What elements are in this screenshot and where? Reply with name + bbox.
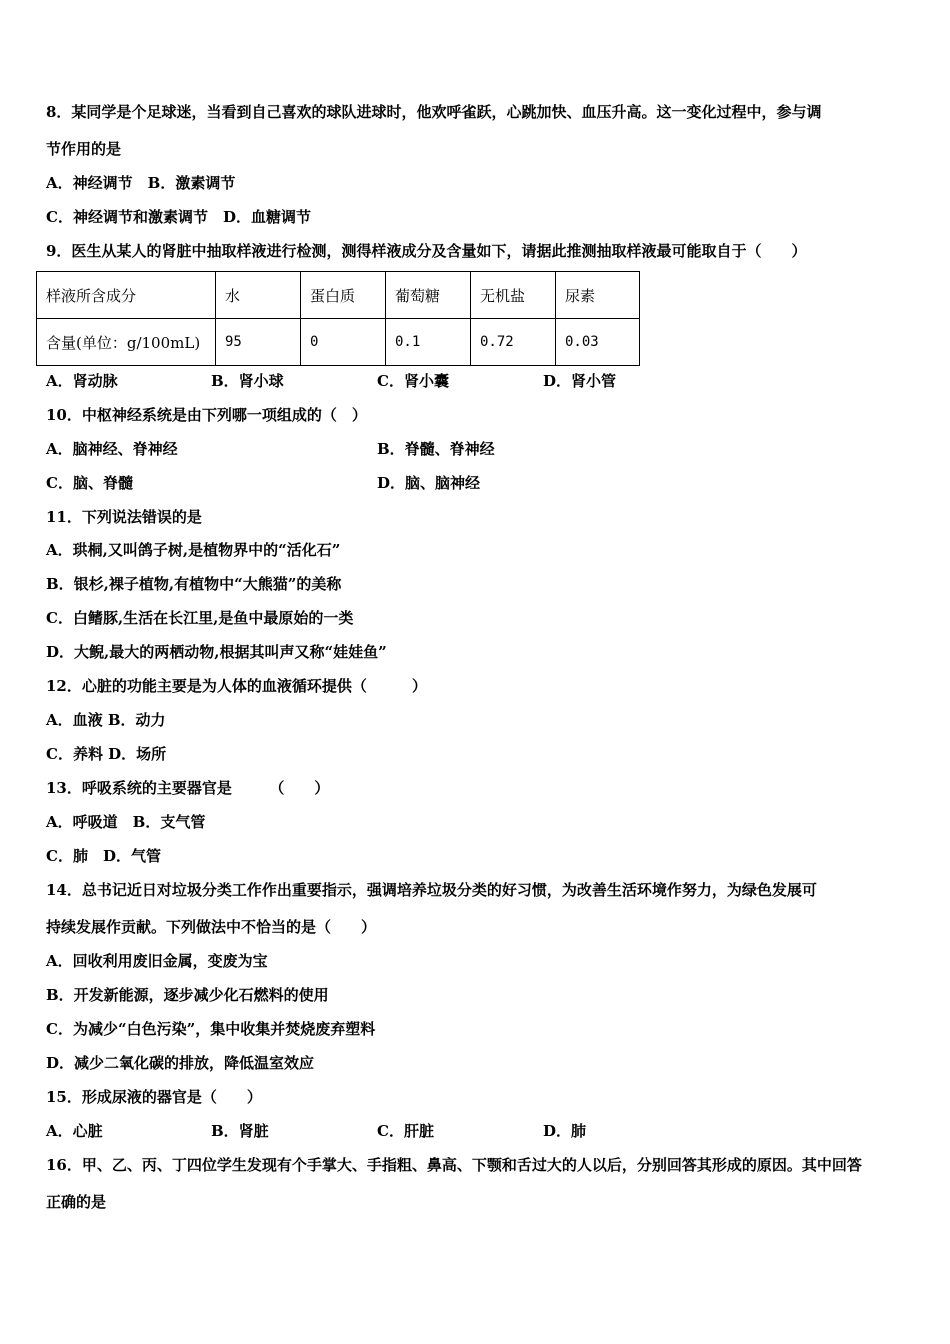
q15-option-b: B．肾脏 [211, 1122, 269, 1140]
q14-option-c: C．为减少“白色污染”，集中收集并焚烧废弃塑料 [46, 1020, 376, 1038]
q10-option-d: D．脑、脑神经 [377, 474, 481, 492]
q9-option-c: C．肾小囊 [377, 372, 449, 390]
q16-stem-line2: 正确的是 [46, 1193, 107, 1211]
q14-option-a: A．回收利用废旧金属，变废为宝 [46, 952, 268, 970]
q13-options-line1: A．呼吸道 B．支气管 [46, 813, 206, 831]
table-row [37, 319, 640, 366]
q15-option-c: C．肝脏 [377, 1122, 434, 1140]
table-cell: 样液所含成分 [37, 272, 216, 319]
q8-stem-line1: 8．某同学是个足球迷，当看到自己喜欢的球队进球时，他欢呼雀跃，心跳加快、血压升高。这一变化过程中，参与调 [46, 103, 822, 121]
q11-option-a: A．珙桐,又叫鸽子树,是植物界中的“活化石” [46, 541, 341, 559]
table-cell: 95 [216, 319, 301, 366]
q9-option-a: A．肾动脉 [46, 372, 118, 390]
q15-option-a: A．心脏 [46, 1122, 103, 1140]
q16-stem-line1: 16．甲、乙、丙、丁四位学生发现有个手掌大、手指粗、鼻高、下颚和舌过大的人以后，分别回答其形成的原因。其中回答 [46, 1156, 862, 1174]
q11-option-d: D．大鲵,最大的两栖动物,根据其叫声又称“娃娃鱼” [46, 643, 387, 661]
q10-option-a: A．脑神经、脊神经 [46, 440, 178, 458]
q13-options-line2: C．肺 D．气管 [46, 847, 161, 865]
q11-option-b: B．银杉,裸子植物,有植物中“大熊猫”的美称 [46, 575, 342, 593]
table-cell: 无机盐 [471, 272, 556, 319]
table-cell: 蛋白质 [301, 272, 386, 319]
table-cell: 0 [301, 319, 386, 366]
q8-options-line2: C．神经调节和激素调节 D．血糖调节 [46, 208, 311, 226]
q10-option-c: C．脑、脊髓 [46, 474, 133, 492]
table-cell: 葡萄糖 [386, 272, 471, 319]
q14-option-d: D．减少二氧化碳的排放，降低温室效应 [46, 1054, 315, 1072]
table-cell: 0.03 [556, 319, 640, 366]
table-cell: 尿素 [556, 272, 640, 319]
table-cell: 0.72 [471, 319, 556, 366]
q11-stem: 11．下列说法错误的是 [46, 508, 202, 526]
q13-stem: 13．呼吸系统的主要器官是 （ ） [46, 779, 330, 797]
q14-option-b: B．开发新能源，逐步减少化石燃料的使用 [46, 986, 329, 1004]
q14-stem-line1: 14．总书记近日对垃圾分类工作作出重要指示，强调培养垃圾分类的好习惯，为改善生活环境作努力，为绿色发展可 [46, 881, 817, 899]
q8-stem-line2: 节作用的是 [46, 140, 122, 158]
q12-stem: 12．心脏的功能主要是为人体的血液循环提供（ ） [46, 677, 427, 695]
q15-option-d: D．肺 [543, 1122, 587, 1140]
q11-option-c: C．白鳍豚,生活在长江里,是鱼中最原始的一类 [46, 609, 354, 627]
table-cell: 0.1 [386, 319, 471, 366]
q10-stem: 10．中枢神经系统是由下列哪一项组成的（ ） [46, 406, 367, 424]
q15-stem: 15．形成尿液的器官是（ ） [46, 1088, 262, 1106]
q12-options-line1: A．血液 B．动力 [46, 711, 166, 729]
q12-options-line2: C．养料 D．场所 [46, 745, 167, 763]
q9-option-b: B．肾小球 [211, 372, 284, 390]
q8-options-line1: A．神经调节 B．激素调节 [46, 174, 236, 192]
table-cell: 水 [216, 272, 301, 319]
table-cell: 含量(单位：g/100mL) [37, 319, 216, 366]
q10-option-b: B．脊髓、脊神经 [377, 440, 495, 458]
table-header-row [37, 272, 640, 319]
q9-data-table [36, 271, 640, 366]
q9-option-d: D．肾小管 [543, 372, 617, 390]
q9-stem: 9．医生从某人的肾脏中抽取样液进行检测，测得样液成分及含量如下，请据此推测抽取样液最可能取自于（ ） [46, 242, 807, 260]
q14-stem-line2: 持续发展作贡献。下列做法中不恰当的是（ ） [46, 918, 377, 936]
